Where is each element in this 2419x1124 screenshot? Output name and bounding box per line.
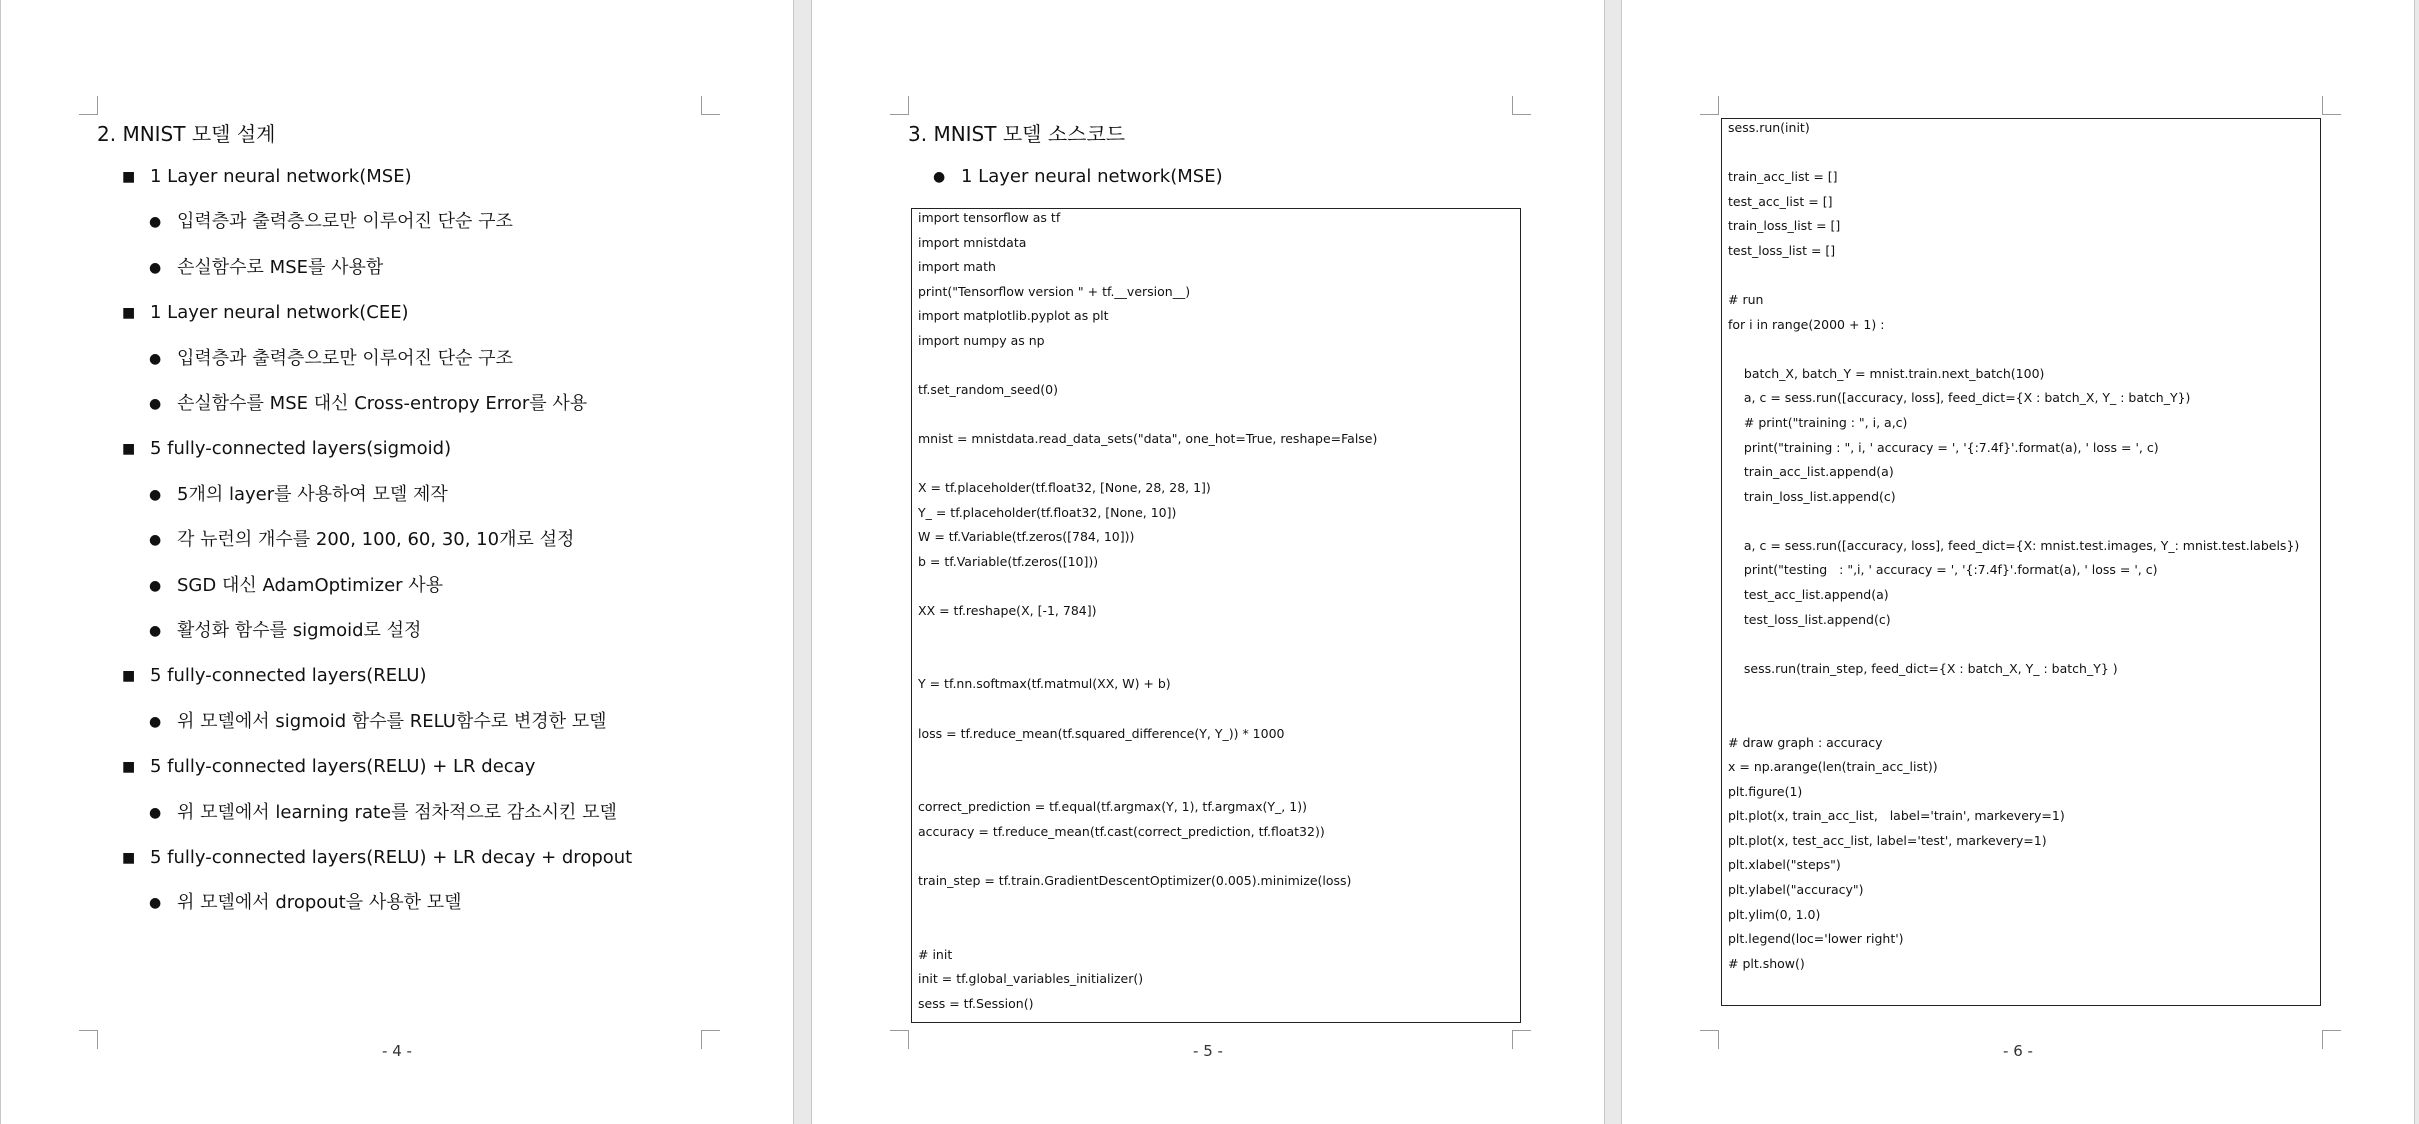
code-line: plt.figure(1) xyxy=(1728,784,1803,799)
bullet-dot-icon: ● xyxy=(149,578,162,594)
crop-mark xyxy=(2322,96,2341,115)
code-line: sess = tf.Session() xyxy=(918,996,1034,1011)
code-line: for i in range(2000 + 1) : xyxy=(1728,317,1885,332)
code-block xyxy=(1721,118,2321,1006)
outline-item-text: 각 뉴런의 개수를 200, 100, 60, 30, 10개로 설정 xyxy=(177,529,575,550)
page-number: - 5 - xyxy=(1193,1042,1223,1060)
square-bullet-icon: ■ xyxy=(122,668,136,684)
code-line: mnist = mnistdata.read_data_sets("data", one_hot=True, reshape=False) xyxy=(918,431,1378,446)
outline-item-text: 손실함수를 MSE 대신 Cross-entropy Error를 사용 xyxy=(177,393,588,414)
outline-item-text: 5 fully-connected layers(RELU) + LR decay + dropout xyxy=(150,847,633,868)
bullet-dot-icon: ● xyxy=(149,260,162,276)
code-line: train_step = tf.train.GradientDescentOptimizer(0.005).minimize(loss) xyxy=(918,873,1352,888)
crop-mark xyxy=(890,96,909,115)
code-line: Y = tf.nn.softmax(tf.matmul(XX, W) + b) xyxy=(918,676,1171,691)
code-line: test_loss_list = [] xyxy=(1728,243,1836,258)
code-line: # run xyxy=(1728,292,1764,307)
code-line: # init xyxy=(918,947,953,962)
bullet-dot-icon: ● xyxy=(149,532,162,548)
document-page-4 xyxy=(0,0,794,1124)
crop-mark xyxy=(1512,96,1531,115)
square-bullet-icon: ■ xyxy=(122,305,136,321)
square-bullet-icon: ■ xyxy=(122,169,136,185)
code-line: plt.ylabel("accuracy") xyxy=(1728,882,1864,897)
outline-item-text: 활성화 함수를 sigmoid로 설정 xyxy=(177,620,422,641)
code-line: test_acc_list.append(a) xyxy=(1728,587,1889,602)
document-page-5 xyxy=(811,0,1605,1124)
bullet-dot-icon: ● xyxy=(149,623,162,639)
bullet-dot-icon: ● xyxy=(149,805,162,821)
code-line: loss = tf.reduce_mean(tf.squared_difference(Y, Y_)) * 1000 xyxy=(918,726,1285,741)
code-line: correct_prediction = tf.equal(tf.argmax(Y, 1), tf.argmax(Y_, 1)) xyxy=(918,799,1307,814)
bullet-dot-icon: ● xyxy=(933,169,946,185)
code-line: accuracy = tf.reduce_mean(tf.cast(correct_prediction, tf.float32)) xyxy=(918,824,1325,839)
code-line: XX = tf.reshape(X, [-1, 784]) xyxy=(918,603,1097,618)
code-line: init = tf.global_variables_initializer() xyxy=(918,971,1144,986)
code-line: import matplotlib.pyplot as plt xyxy=(918,308,1109,323)
code-line: train_acc_list = [] xyxy=(1728,169,1838,184)
outline-item-text: 1 Layer neural network(CEE) xyxy=(150,302,409,323)
document-page-6 xyxy=(1621,0,2415,1124)
code-line: sess.run(init) xyxy=(1728,120,1810,135)
outline-item-text: 입력층과 출력층으로만 이루어진 단순 구조 xyxy=(177,211,513,232)
code-line: train_loss_list.append(c) xyxy=(1728,489,1896,504)
code-line: train_acc_list.append(a) xyxy=(1728,464,1894,479)
page-number: - 6 - xyxy=(2003,1042,2033,1060)
code-line: import math xyxy=(918,259,996,274)
code-line: import tensorflow as tf xyxy=(918,210,1061,225)
square-bullet-icon: ■ xyxy=(122,441,136,457)
code-line: batch_X, batch_Y = mnist.train.next_batch(100) xyxy=(1728,366,2045,381)
page-number: - 4 - xyxy=(382,1042,412,1060)
code-line: import numpy as np xyxy=(918,333,1045,348)
outline-item-text: 5개의 layer를 사용하여 모델 제작 xyxy=(177,484,448,505)
outline-item-text: 위 모델에서 sigmoid 함수를 RELU함수로 변경한 모델 xyxy=(177,711,607,732)
crop-mark xyxy=(1700,96,1719,115)
bullet-dot-icon: ● xyxy=(149,895,162,911)
code-line: tf.set_random_seed(0) xyxy=(918,382,1058,397)
code-line: # print("training : ", i, a,c) xyxy=(1728,415,1908,430)
code-line: a, c = sess.run([accuracy, loss], feed_dict={X : batch_X, Y_ : batch_Y}) xyxy=(1728,390,2191,405)
code-line: plt.plot(x, train_acc_list, label='train', markevery=1) xyxy=(1728,808,2065,823)
code-block xyxy=(911,208,1521,1023)
code-line: import mnistdata xyxy=(918,235,1027,250)
code-line: W = tf.Variable(tf.zeros([784, 10])) xyxy=(918,529,1135,544)
square-bullet-icon: ■ xyxy=(122,850,136,866)
outline-item-text: SGD 대신 AdamOptimizer 사용 xyxy=(177,575,444,596)
outline-item-text: 5 fully-connected layers(RELU) xyxy=(150,665,427,686)
outline-item-text: 손실함수로 MSE를 사용함 xyxy=(177,257,384,278)
outline-item-text: 5 fully-connected layers(RELU) + LR decay xyxy=(150,756,536,777)
code-line: x = np.arange(len(train_acc_list)) xyxy=(1728,759,1938,774)
section-heading: 3. MNIST 모델 소스코드 xyxy=(908,122,1126,146)
bullet-text: 1 Layer neural network(MSE) xyxy=(961,166,1223,187)
code-line: test_acc_list = [] xyxy=(1728,194,1833,209)
code-line: plt.ylim(0, 1.0) xyxy=(1728,907,1821,922)
square-bullet-icon: ■ xyxy=(122,759,136,775)
outline-item-text: 위 모델에서 dropout을 사용한 모델 xyxy=(177,892,462,913)
outline-item-text: 1 Layer neural network(MSE) xyxy=(150,166,412,187)
code-line: # plt.show() xyxy=(1728,956,1805,971)
crop-mark xyxy=(701,96,720,115)
code-line: # draw graph : accuracy xyxy=(1728,735,1883,750)
code-line: plt.legend(loc='lower right') xyxy=(1728,931,1904,946)
bullet-dot-icon: ● xyxy=(149,214,162,230)
section-heading: 2. MNIST 모델 설계 xyxy=(97,122,276,146)
code-line: print("training : ", i, ' accuracy = ', '{:7.4f}'.format(a), ' loss = ', c) xyxy=(1728,440,2159,455)
outline-item-text: 입력층과 출력층으로만 이루어진 단순 구조 xyxy=(177,348,513,369)
bullet-dot-icon: ● xyxy=(149,714,162,730)
code-line: train_loss_list = [] xyxy=(1728,218,1841,233)
outline-item-text: 위 모델에서 learning rate를 점차적으로 감소시킨 모델 xyxy=(177,802,617,823)
outline-item-text: 5 fully-connected layers(sigmoid) xyxy=(150,438,452,459)
code-line: print("Tensorflow version " + tf.__version__) xyxy=(918,284,1191,299)
code-line: b = tf.Variable(tf.zeros([10])) xyxy=(918,554,1099,569)
code-line: sess.run(train_step, feed_dict={X : batch_X, Y_ : batch_Y} ) xyxy=(1728,661,2118,676)
code-line: X = tf.placeholder(tf.float32, [None, 28, 28, 1]) xyxy=(918,480,1211,495)
code-line: plt.plot(x, test_acc_list, label='test', markevery=1) xyxy=(1728,833,2047,848)
bullet-dot-icon: ● xyxy=(149,487,162,503)
code-line: plt.xlabel("steps") xyxy=(1728,857,1841,872)
crop-mark xyxy=(79,96,98,115)
code-line: Y_ = tf.placeholder(tf.float32, [None, 10]) xyxy=(918,505,1177,520)
code-line: print("testing : ",i, ' accuracy = ', '{:7.4f}'.format(a), ' loss = ', c) xyxy=(1728,562,2158,577)
code-line: test_loss_list.append(c) xyxy=(1728,612,1891,627)
bullet-dot-icon: ● xyxy=(149,396,162,412)
bullet-dot-icon: ● xyxy=(149,351,162,367)
code-line: a, c = sess.run([accuracy, loss], feed_dict={X: mnist.test.images, Y_: mnist.test.labels}) xyxy=(1728,538,2300,553)
